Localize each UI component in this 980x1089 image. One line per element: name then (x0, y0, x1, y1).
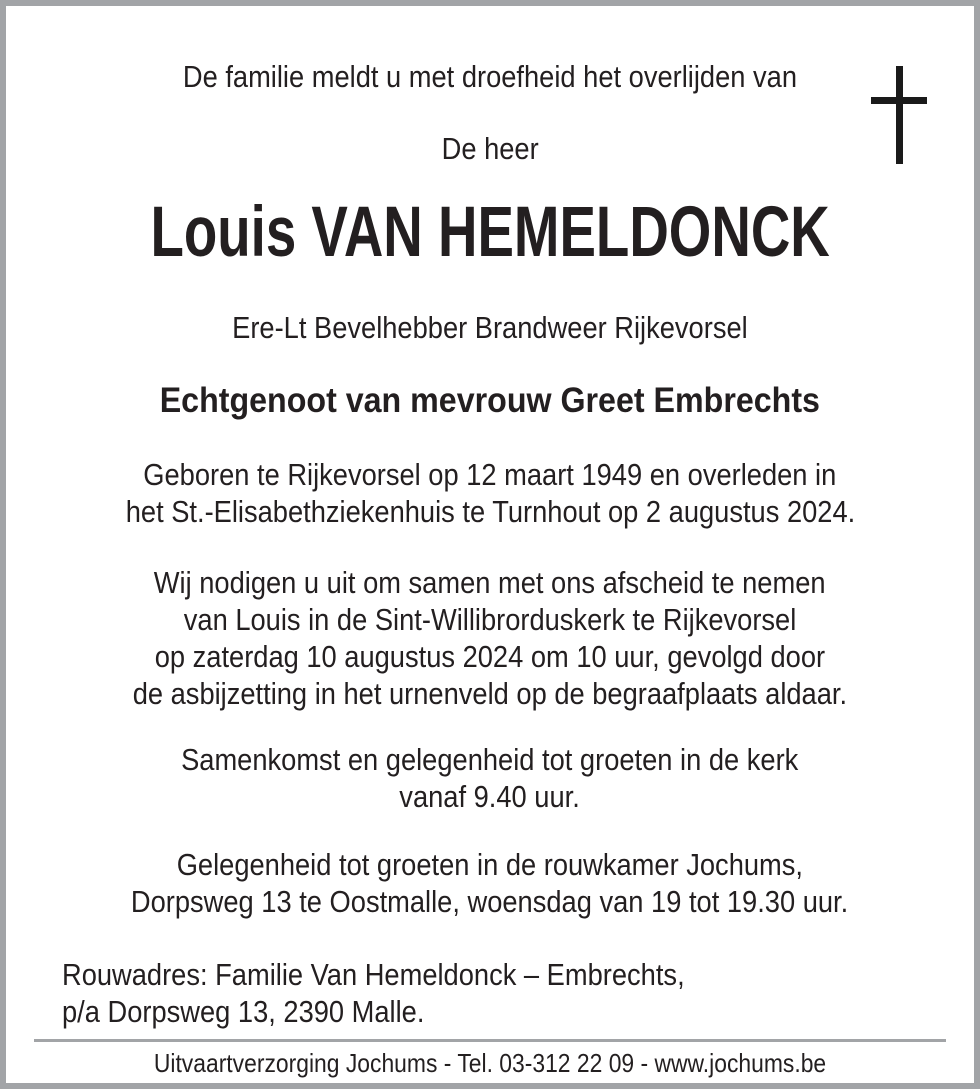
birth-death-line-1: Geboren te Rijkevorsel op 12 maart 1949 en overleden in (143, 457, 837, 492)
deceased-name-text: Louis VAN HEMELDONCK (150, 193, 830, 272)
gathering-line-1: Samenkomst en gelegenheid tot groeten in de kerk (181, 742, 799, 777)
ceremony-line-4: de asbijzetting in het urnenveld op de begraafplaats aldaar. (132, 676, 848, 711)
funeral-home-footer-text: Uitvaartverzorging Jochums - Tel. 03-312 22 09 - www.jochums.be (153, 1048, 827, 1078)
intro-text: De familie meldt u met droefheid het overlijden van (182, 59, 798, 94)
deceased-name (6, 191, 974, 275)
ceremony-line-2: van Louis in de Sint-Willibrorduskerk te Rijkevorsel (183, 602, 797, 637)
spouse-line (6, 380, 974, 422)
footer-divider (34, 1039, 946, 1042)
ceremony-line-1: Wij nodigen u uit om samen met ons afscheid te nemen (154, 565, 826, 600)
mourning-address-line-1: Rouwadres: Familie Van Hemeldonck – Embrechts, (62, 957, 685, 992)
salutation-line (6, 130, 974, 167)
honorary-title-line (6, 309, 974, 346)
gathering-line-2: vanaf 9.40 uur. (399, 779, 581, 814)
funeral-home-footer (6, 1046, 974, 1080)
birth-death-line-2: het St.-Elisabethziekenhuis te Turnhout op 2 augustus 2024. (125, 494, 855, 529)
viewing-line-2: Dorpsweg 13 te Oostmalle, woensdag van 19 tot 19.30 uur. (131, 884, 849, 919)
spouse-text: Echtgenoot van mevrouw Greet Embrechts (159, 381, 821, 420)
mourning-address-line-2: p/a Dorpsweg 13, 2390 Malle. (62, 994, 425, 1029)
cross-horizontal-bar (871, 97, 927, 104)
salutation-text: De heer (441, 131, 539, 166)
ceremony-line-3: op zaterdag 10 augustus 2024 om 10 uur, gevolgd door (154, 639, 826, 674)
viewing-line-1: Gelegenheid tot groeten in de rouwkamer Jochums, (176, 847, 804, 882)
honorary-title-text: Ere-Lt Bevelhebber Brandweer Rijkevorsel (232, 310, 748, 345)
intro-line (6, 58, 974, 95)
